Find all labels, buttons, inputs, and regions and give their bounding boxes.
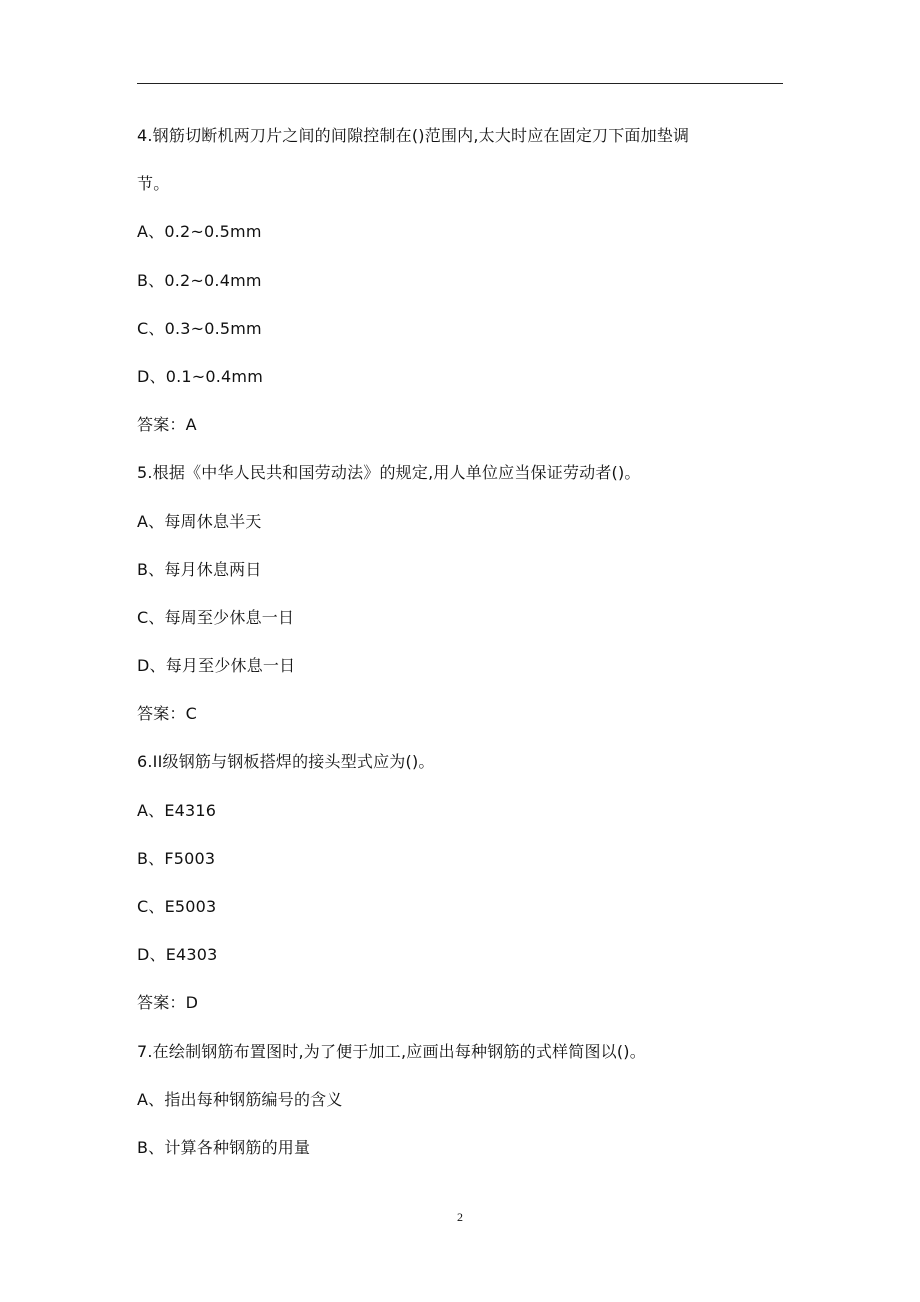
question-5-option-a: A、每周休息半天: [137, 511, 262, 531]
question-4-option-a: A、0.2~0.5mm: [137, 222, 262, 242]
question-7-option-a: A、指出每种钢筋编号的含义: [137, 1089, 343, 1109]
page-content: [137, 112, 787, 1172]
question-4-option-d: D、0.1~0.4mm: [137, 366, 263, 386]
question-7-option-b: B、计算各种钢筋的用量: [137, 1137, 311, 1157]
question-6-stem: 6.II级钢筋与钢板搭焊的接头型式应为()。: [137, 752, 435, 772]
page-number: 2: [457, 1210, 463, 1224]
question-6-option-a: A、E4316: [137, 800, 217, 820]
question-4-stem-line-1: 4.钢筋切断机两刀片之间的间隙控制在()范围内,太大时应在固定刀下面加垫调: [137, 126, 690, 145]
question-7-stem: 7.在绘制钢筋布置图时,为了便于加工,应画出每种钢筋的式样简图以()。: [137, 1041, 646, 1061]
question-4-answer: 答案：A: [137, 415, 197, 435]
question-5-answer: 答案：C: [137, 704, 197, 724]
question-5-stem: 5.根据《中华人民共和国劳动法》的规定,用人单位应当保证劳动者()。: [137, 463, 641, 483]
question-6-answer: 答案：D: [137, 993, 199, 1013]
header-rule: [137, 83, 783, 84]
question-6-option-c: C、E5003: [137, 897, 217, 916]
question-5-option-d: D、每月至少休息一日: [137, 656, 296, 676]
question-5-option-c: C、每周至少休息一日: [137, 607, 295, 627]
question-4-stem-line-2: 节。: [137, 174, 170, 194]
question-6-option-d: D、E4303: [137, 945, 218, 965]
question-4-option-c: C、0.3~0.5mm: [137, 318, 262, 338]
question-4-option-b: B、0.2~0.4mm: [137, 270, 262, 290]
question-5-option-b: B、每月休息两日: [137, 559, 262, 579]
question-6-option-b: B、F5003: [137, 848, 216, 868]
